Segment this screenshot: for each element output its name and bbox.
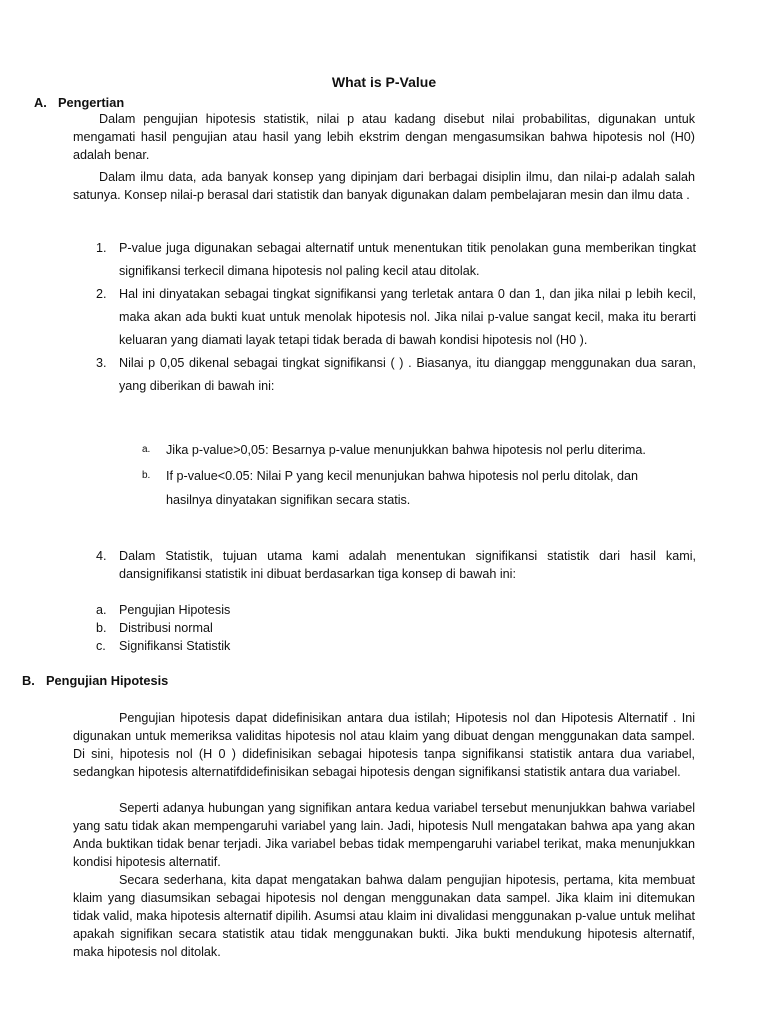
list-item-text: Distribusi normal — [119, 621, 213, 635]
section-b-heading — [22, 673, 168, 688]
section-b-paragraph-1: Pengujian hipotesis dapat didefinisikan antara dua istilah; Hipotesis nol dan Hipotesis Alternatif . Ini digunakan untuk memeriksa validitas hipotesis nol atau klaim yang dibuat dengan menggunakan data sampel. Di sini, hipotesis nol (H 0 ) didefinisikan sebagai hipotesis tanpa signifikansi statistik antara dua variabel, sedangkan hipotesis alternatifdidefinisikan sebagai hipotesis dengan signifikansi statistik antara dua variabel. — [73, 711, 695, 779]
numbered-item-4 — [96, 547, 696, 583]
numbered-list-continued — [96, 547, 696, 583]
list-item-text: Hal ini dinyatakan sebagai tingkat signifikansi yang terletak antara 0 dan 1, dan jika nilai p lebih kecil, maka akan ada bukti kuat untuk menolak hipotesis nol. Jika nilai p-value sangat kecil, maka itu berarti keluaran yang diamati layak tetapi tidak berada di bawah kondisi hipotesis nol (H0 ). — [119, 287, 696, 347]
list-item-text: Dalam Statistik, tujuan utama kami adalah menentukan signifikansi statistik dari hasil kami, dansignifikansi statistik ini dibuat berdasarkan tiga konsep di bawah ini: — [119, 549, 696, 581]
section-a-paragraph-1: Dalam pengujian hipotesis statistik, nilai p atau kadang disebut nilai probabilitas, digunakan untuk mengamati hasil pengujian atau hasil yang lebih ekstrim dengan mengasumsikan bahwa hipotesis nol (H0) adalah benar. — [73, 112, 695, 162]
list-marker: b. — [96, 621, 107, 635]
section-a-paragraph-2: Dalam ilmu data, ada banyak konsep yang dipinjam dari berbagai disiplin ilmu, dan nilai-p adalah salah satunya. Konsep nilai-p berasal dari statistik dan banyak digunakan dalam pembelajaran mesin dan ilmu data . — [73, 170, 695, 202]
list-item-text: If p-value<0.05: Nilai P yang kecil menunjukan bahwa hipotesis nol perlu ditolak, dan hasilnya dinyatakan signifikan secara statis. — [166, 469, 638, 507]
section-b-letter: B. — [22, 673, 35, 688]
list-item-text: Signifikansi Statistik — [119, 639, 231, 653]
list-item-text: Jika p-value>0,05: Besarnya p-value menunjukkan bahwa hipotesis nol perlu diterima. — [166, 443, 646, 457]
numbered-item-2 — [96, 283, 696, 352]
numbered-item-1 — [96, 237, 696, 283]
list-marker: 2. — [96, 287, 107, 301]
numbered-item-3 — [96, 352, 696, 398]
section-a-letter: A. — [34, 95, 47, 110]
document-title: What is P-Value — [331, 74, 437, 90]
list-marker: 1. — [96, 241, 107, 255]
sub-item-a — [142, 438, 682, 462]
section-a-title: Pengertian — [58, 95, 125, 110]
sub-list — [142, 438, 682, 512]
list-marker: c. — [96, 639, 106, 653]
list-marker: 4. — [96, 549, 107, 563]
concept-item — [96, 601, 230, 619]
list-marker: 3. — [96, 356, 107, 370]
list-item-text: Nilai p 0,05 dikenal sebagai tingkat signifikansi ( ) . Biasanya, itu dianggap menggunakan dua saran, yang diberikan di bawah ini: — [119, 356, 696, 393]
list-marker: b. — [142, 470, 151, 481]
section-b-paragraph-2: Seperti adanya hubungan yang signifikan antara kedua variabel tersebut menunjukkan bahwa variabel yang satu tidak akan mempengaruhi variabel yang lain. Jadi, hipotesis Null mengatakan bahwa apa yang akan Anda buktikan tidak benar terjadi. Jika variabel bebas tidak mempengaruhi variabel terikat, maka menunjukkan kondisi hipotesis alternatif. — [73, 801, 695, 869]
concept-item — [96, 637, 230, 655]
section-b-title: Pengujian Hipotesis — [46, 673, 169, 688]
list-item-text: Pengujian Hipotesis — [119, 603, 231, 617]
section-a-heading — [34, 95, 124, 110]
concepts-list — [96, 601, 230, 655]
list-marker: a. — [142, 444, 151, 455]
sub-item-b — [142, 464, 682, 512]
list-marker: a. — [96, 603, 107, 617]
list-item-text: P-value juga digunakan sebagai alternatif untuk menentukan titik penolakan guna memberikan tingkat signifikansi terkecil dimana hipotesis nol paling kecil atau ditolak. — [119, 241, 696, 278]
numbered-list — [96, 237, 696, 398]
section-b-paragraph-3: Secara sederhana, kita dapat mengatakan bahwa dalam pengujian hipotesis, pertama, kita membuat klaim yang diasumsikan sebagai hipotesis nol dengan menggunakan data sampel. Jika klaim ini ditemukan tidak valid, maka hipotesis alternatif dipilih. Asumsi atau klaim ini divalidasi menggunakan p-value untuk melihat apakah signifikan secara statistik atau tidak menggunakan bukti. Jika bukti mendukung hipotesis alternatif, maka hipotesis nol ditolak. — [73, 873, 695, 959]
concept-item — [96, 619, 230, 637]
